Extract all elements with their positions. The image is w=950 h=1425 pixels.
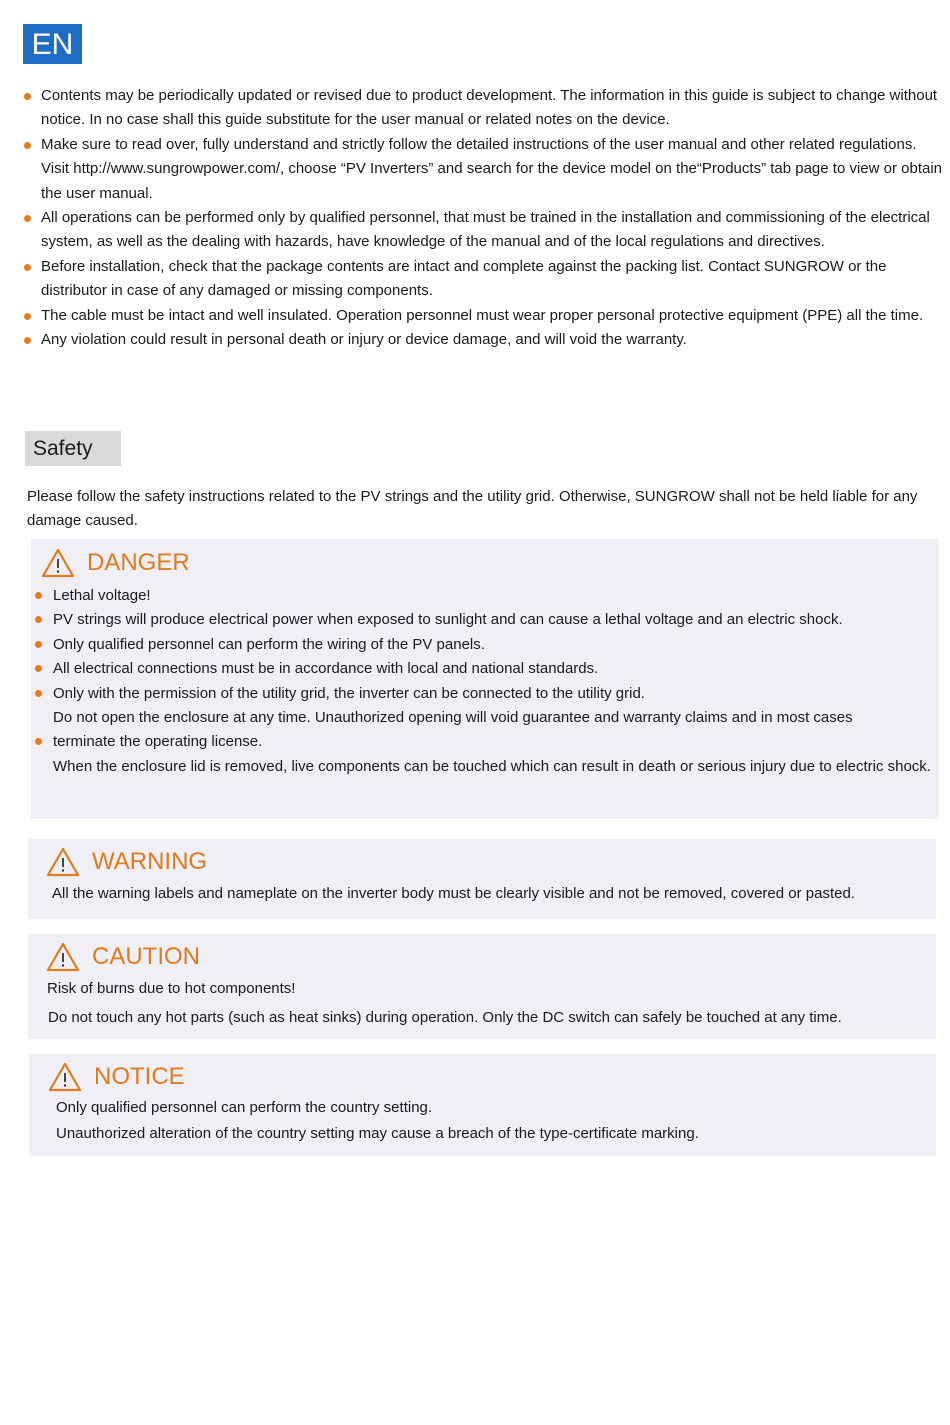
- list-item: Before installation, check that the package contents are intact and complete against the packing list. Contact SUNGROW or the distributor in case of any damaged or missing components.: [24, 255, 944, 304]
- bullet-icon: [35, 690, 42, 697]
- bullet-icon: [35, 738, 42, 745]
- list-item: Contents may be periodically updated or revised due to product development. The information in this guide is subject to change without notice. In no case shall this guide substitute for the user manual or related notes on the device.: [24, 84, 944, 133]
- warning-triangle-icon: [46, 847, 80, 877]
- safety-heading: Safety: [25, 431, 121, 466]
- bullet-icon: [35, 616, 42, 623]
- warning-triangle-icon: [46, 942, 80, 972]
- caution-title: CAUTION: [92, 943, 200, 970]
- notice-line-2: Unauthorized alteration of the country setting may cause a breach of the type-certificate marking.: [56, 1125, 699, 1142]
- warning-title: WARNING: [92, 848, 208, 875]
- list-item: Only with the permission of the utility grid, the inverter can be connected to the utility grid.: [31, 682, 931, 706]
- warning-header: [46, 847, 207, 877]
- list-item: All operations can be performed only by qualified personnel, that must be trained in the installation and commissioning of the electrical system, as well as the dealing with hazards, have knowledge of the manual and of the local regulations and directives.: [24, 206, 944, 255]
- caution-box: [28, 934, 936, 1039]
- safety-intro: Please follow the safety instructions related to the PV strings and the utility grid. Otherwise, SUNGROW shall not be held liable for any damage caused.: [27, 488, 918, 530]
- bullet-icon: [24, 337, 31, 344]
- list-item: The cable must be intact and well insulated. Operation personnel must wear proper personal protective equipment (PPE) all the time.: [24, 304, 944, 328]
- warning-text: All the warning labels and nameplate on the inverter body must be clearly visible and not be removed, covered or pasted.: [52, 885, 855, 902]
- danger-header: [41, 548, 190, 578]
- bullet-icon: [24, 142, 31, 149]
- notice-title: NOTICE: [94, 1063, 185, 1090]
- bullet-icon: [35, 665, 42, 672]
- bullet-icon: [24, 93, 31, 100]
- bullet-icon: [24, 264, 31, 271]
- notice-line-1: Only qualified personnel can perform the country setting.: [56, 1099, 433, 1116]
- caution-line-2: Do not touch any hot parts (such as heat sinks) during operation. Only the DC switch can safely be touched at any time.: [48, 1009, 842, 1026]
- warning-box: [28, 839, 936, 919]
- list-item: All electrical connections must be in accordance with local and national standards.: [31, 657, 931, 681]
- notice-box: [29, 1054, 936, 1156]
- danger-list: [31, 584, 931, 779]
- language-badge: EN: [23, 24, 82, 64]
- list-item: terminate the operating license.: [31, 730, 931, 754]
- caution-header: [46, 942, 200, 972]
- warning-triangle-icon: [48, 1062, 82, 1092]
- list-item: PV strings will produce electrical power when exposed to sunlight and can cause a lethal voltage and an electric shock.: [31, 608, 931, 632]
- bullet-icon: [24, 313, 31, 320]
- list-item-continued: Do not open the enclosure at any time. Unauthorized opening will void guarantee and warranty claims and in most cases: [53, 709, 853, 727]
- bullet-icon: [24, 215, 31, 222]
- intro-list: [24, 84, 944, 352]
- list-item: Any violation could result in personal death or injury or device damage, and will void the warranty.: [24, 328, 944, 352]
- notice-header: [48, 1062, 185, 1092]
- bullet-icon: [35, 592, 42, 599]
- danger-box: [31, 539, 939, 819]
- warning-triangle-icon: [41, 548, 75, 578]
- danger-title: DANGER: [87, 549, 190, 576]
- list-item: Make sure to read over, fully understand and strictly follow the detailed instructions of the user manual and other related regulations. Visit http://www.sungrowpower.com/, choose “PV Inverters” and search for the device model on the“Products” tab page to view or obtain the user manual.: [24, 133, 944, 206]
- caution-line-1: Risk of burns due to hot components!: [47, 980, 296, 997]
- list-item-continued: When the enclosure lid is removed, live components can be touched which can result in death or serious injury due to electric shock.: [53, 757, 931, 775]
- list-item: Lethal voltage!: [31, 584, 931, 608]
- bullet-icon: [35, 641, 42, 648]
- list-item: Only qualified personnel can perform the wiring of the PV panels.: [31, 633, 931, 657]
